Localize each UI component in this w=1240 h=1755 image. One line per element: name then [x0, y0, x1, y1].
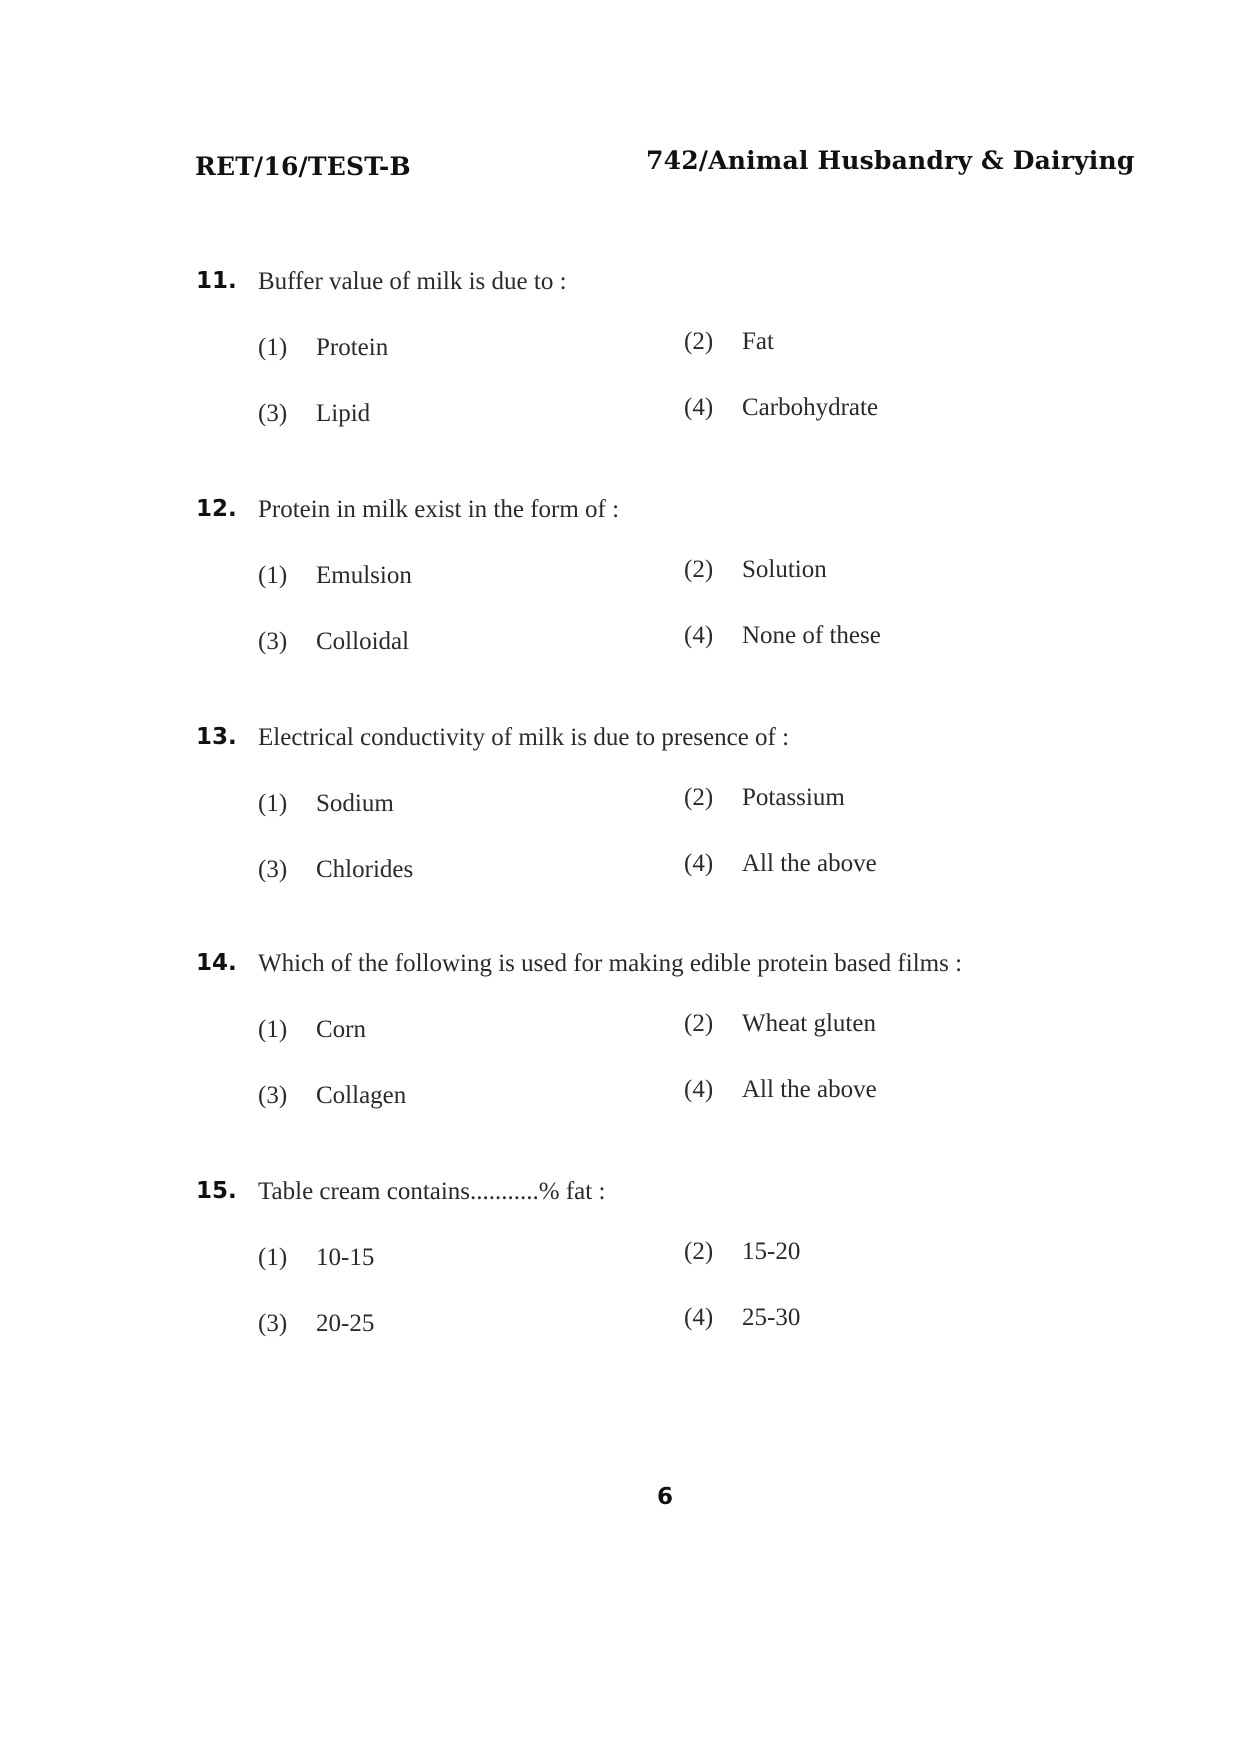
- option-text: 20-25: [316, 1310, 375, 1337]
- option-number: (1): [258, 1244, 288, 1271]
- question-12: [196, 496, 1136, 706]
- option-text: All the above: [742, 1076, 877, 1103]
- option-number: (4): [684, 394, 714, 421]
- option-text: 25-30: [742, 1304, 801, 1331]
- option-text: Wheat gluten: [742, 1010, 876, 1037]
- option-number: (2): [684, 1010, 714, 1037]
- option-text: Chlorides: [316, 856, 414, 883]
- option-number: (1): [258, 334, 288, 361]
- option-number: (3): [258, 628, 288, 655]
- question-number: 14.: [196, 950, 237, 976]
- option-number: (2): [684, 1238, 714, 1265]
- option-text: Emulsion: [316, 562, 412, 589]
- question-15: [196, 1178, 1136, 1388]
- question-text: Buffer value of milk is due to :: [258, 268, 567, 295]
- question-number: 11.: [196, 268, 237, 294]
- option-number: (1): [258, 790, 288, 817]
- header-subject: 742/Animal Husbandry & Dairying: [646, 146, 1135, 175]
- option-number: (3): [258, 1082, 288, 1109]
- option-text: Solution: [742, 556, 827, 583]
- question-11: [196, 268, 1136, 478]
- option-text: Sodium: [316, 790, 394, 817]
- question-number: 15.: [196, 1178, 237, 1204]
- question-text: Which of the following is used for making edible protein based films :: [258, 950, 963, 977]
- option-text: Potassium: [742, 784, 845, 811]
- option-number: (4): [684, 622, 714, 649]
- option-number: (4): [684, 1304, 714, 1331]
- option-number: (3): [258, 856, 288, 883]
- option-number: (2): [684, 784, 714, 811]
- option-text: Corn: [316, 1016, 366, 1043]
- header-paper-code: RET/16/TEST-B: [195, 152, 411, 181]
- option-number: (2): [684, 556, 714, 583]
- question-13: [196, 724, 1136, 934]
- option-text: All the above: [742, 850, 877, 877]
- option-number: (3): [258, 400, 288, 427]
- question-text: Table cream contains...........% fat :: [258, 1178, 606, 1205]
- option-number: (1): [258, 1016, 288, 1043]
- option-text: Collagen: [316, 1082, 407, 1109]
- option-number: (4): [684, 850, 714, 877]
- question-14: [196, 950, 1136, 1160]
- option-text: Colloidal: [316, 628, 410, 655]
- option-number: (2): [684, 328, 714, 355]
- option-text: 15-20: [742, 1238, 801, 1265]
- option-text: None of these: [742, 622, 881, 649]
- option-text: Fat: [742, 328, 774, 355]
- option-number: (4): [684, 1076, 714, 1103]
- question-number: 13.: [196, 724, 237, 750]
- page-number: 6: [657, 1484, 674, 1510]
- option-text: Protein: [316, 334, 389, 361]
- question-number: 12.: [196, 496, 237, 522]
- option-text: Carbohydrate: [742, 394, 879, 421]
- option-text: Lipid: [316, 400, 371, 427]
- option-number: (3): [258, 1310, 288, 1337]
- option-text: 10-15: [316, 1244, 375, 1271]
- option-number: (1): [258, 562, 288, 589]
- question-text: Electrical conductivity of milk is due to presence of :: [258, 724, 790, 751]
- question-text: Protein in milk exist in the form of :: [258, 496, 620, 523]
